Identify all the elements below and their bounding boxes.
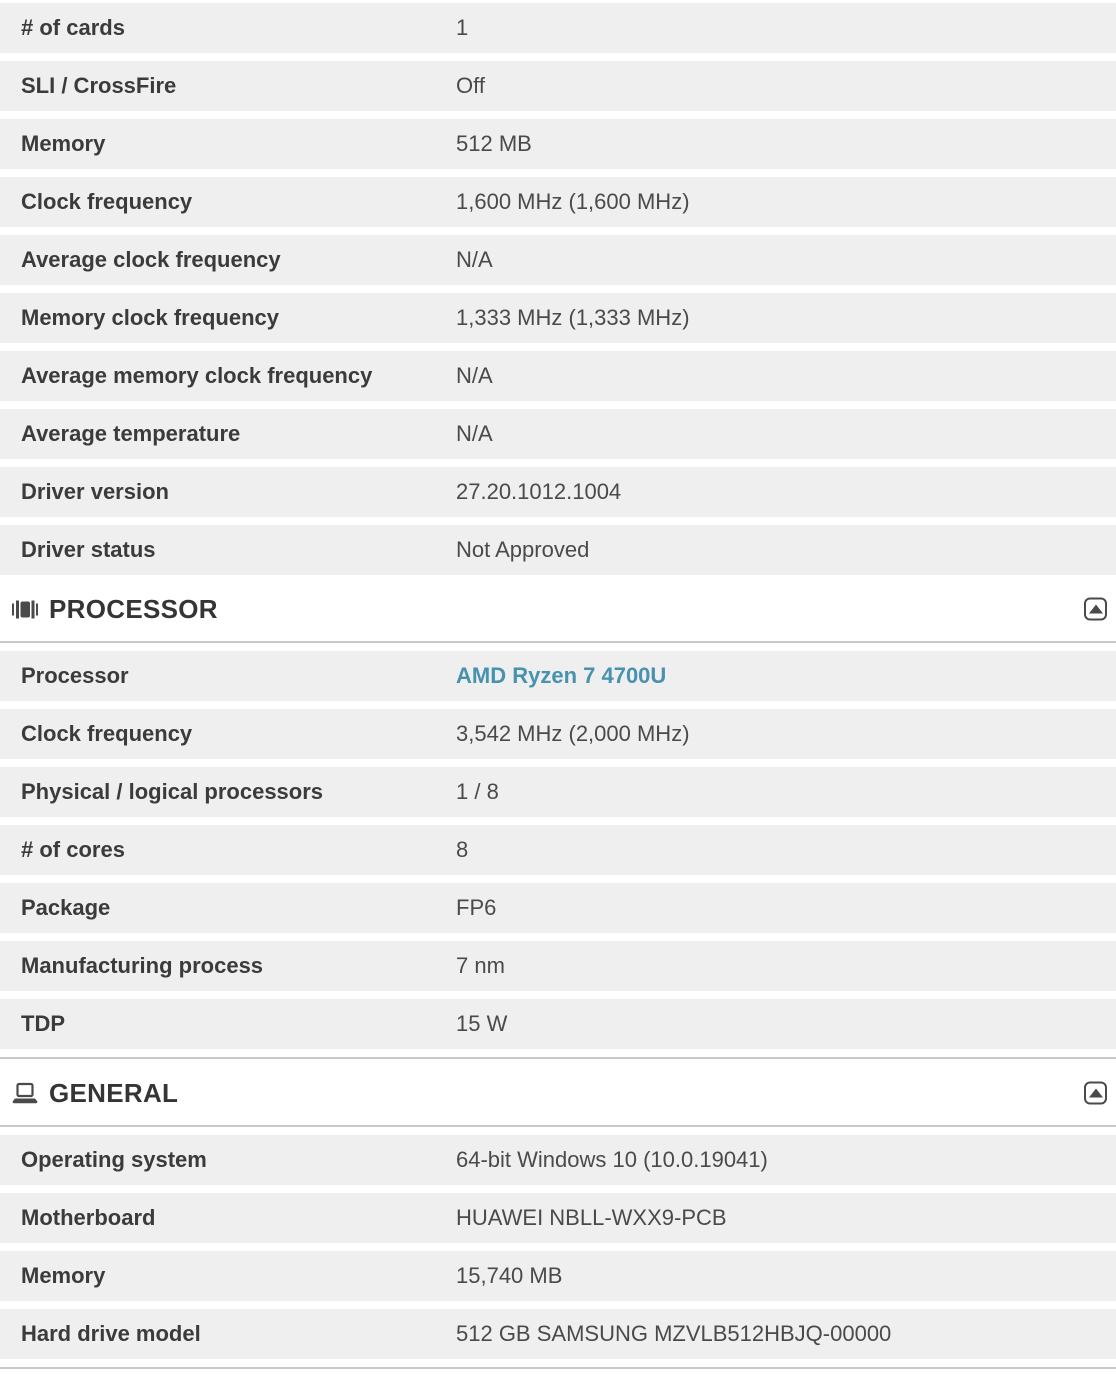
spec-row [0, 409, 1116, 459]
spec-value: 64-bit Windows 10 (10.0.19041) [456, 1147, 768, 1172]
spec-value: 1,600 MHz (1,600 MHz) [456, 189, 690, 214]
spec-value: 15 W [456, 1011, 508, 1036]
spec-value: N/A [456, 421, 493, 446]
spec-row [0, 709, 1116, 759]
spec-row [0, 177, 1116, 227]
collapse-general-button[interactable] [1084, 1082, 1107, 1105]
section-title: GENERAL [49, 1077, 179, 1108]
spec-row [0, 883, 1116, 933]
spec-row [0, 825, 1116, 875]
spec-label: Memory clock frequency [21, 305, 279, 330]
spec-row [0, 651, 1116, 701]
spec-row [0, 3, 1116, 53]
section-divider [0, 1367, 1116, 1369]
spec-label: Driver status [21, 537, 156, 562]
spec-row [0, 1135, 1116, 1185]
spec-label: Package [21, 895, 111, 920]
spec-label: # of cards [21, 15, 125, 40]
spec-label: Manufacturing process [21, 953, 264, 978]
spec-label: Driver version [21, 479, 169, 504]
collapse-processor-button[interactable] [1084, 598, 1107, 621]
spec-label: Clock frequency [21, 721, 193, 746]
caret-up-icon [1089, 605, 1103, 614]
spec-row [0, 999, 1116, 1049]
spec-value: HUAWEI NBLL-WXX9-PCB [456, 1205, 727, 1230]
spec-value: Not Approved [456, 537, 590, 562]
spec-value: Off [456, 73, 485, 98]
section-header-divider [0, 1125, 1116, 1127]
spec-row [0, 1193, 1116, 1243]
spec-value: 1 / 8 [456, 779, 499, 804]
spec-label: Average clock frequency [21, 247, 281, 272]
spec-label: Hard drive model [21, 1321, 201, 1346]
spec-value: FP6 [456, 895, 497, 920]
caret-up-icon [1089, 1089, 1103, 1098]
spec-value: N/A [456, 363, 493, 388]
cpu-icon [12, 599, 38, 620]
section-header-divider [0, 641, 1116, 643]
spec-row [0, 351, 1116, 401]
spec-value: 8 [456, 837, 469, 862]
spec-label: SLI / CrossFire [21, 73, 177, 98]
spec-row [0, 61, 1116, 111]
spec-value: 512 MB [456, 131, 532, 156]
spec-row [0, 235, 1116, 285]
section-general [0, 1057, 1116, 1369]
spec-label: Physical / logical processors [21, 779, 324, 804]
section-processor [0, 591, 1116, 1049]
section-divider [0, 1057, 1116, 1059]
spec-row [0, 941, 1116, 991]
spec-label: Average temperature [21, 421, 241, 446]
spec-row [0, 767, 1116, 817]
spec-label: # of cores [21, 837, 125, 862]
spec-row [0, 293, 1116, 343]
spec-row [0, 525, 1116, 575]
section-header-processor [0, 591, 1116, 627]
spec-row [0, 467, 1116, 517]
spec-value: 3,542 MHz (2,000 MHz) [456, 721, 690, 746]
spec-value: 512 GB SAMSUNG MZVLB512HBJQ-00000 [456, 1321, 892, 1346]
section-title: PROCESSOR [49, 593, 218, 624]
laptop-icon [12, 1082, 38, 1104]
spec-label: Clock frequency [21, 189, 193, 214]
spec-row [0, 1309, 1116, 1359]
spec-value: 15,740 MB [456, 1263, 563, 1288]
processor-link[interactable]: AMD Ryzen 7 4700U [456, 663, 667, 688]
section-header-general [0, 1075, 1116, 1111]
spec-row [0, 119, 1116, 169]
spec-label: Operating system [21, 1147, 207, 1172]
spec-value: 27.20.1012.1004 [456, 479, 622, 504]
spec-label: Memory [21, 1263, 106, 1288]
spec-value: 7 nm [456, 953, 505, 978]
spec-label: Average memory clock frequency [21, 363, 373, 388]
spec-label: Memory [21, 131, 106, 156]
spec-label: TDP [21, 1011, 65, 1036]
spec-row [0, 1251, 1116, 1301]
spec-label: Motherboard [21, 1205, 156, 1230]
spec-value: 1,333 MHz (1,333 MHz) [456, 305, 690, 330]
spec-value: N/A [456, 247, 493, 272]
spec-value: 1 [456, 15, 469, 40]
spec-label: Processor [21, 663, 129, 688]
section-graphics-card [0, 3, 1116, 575]
